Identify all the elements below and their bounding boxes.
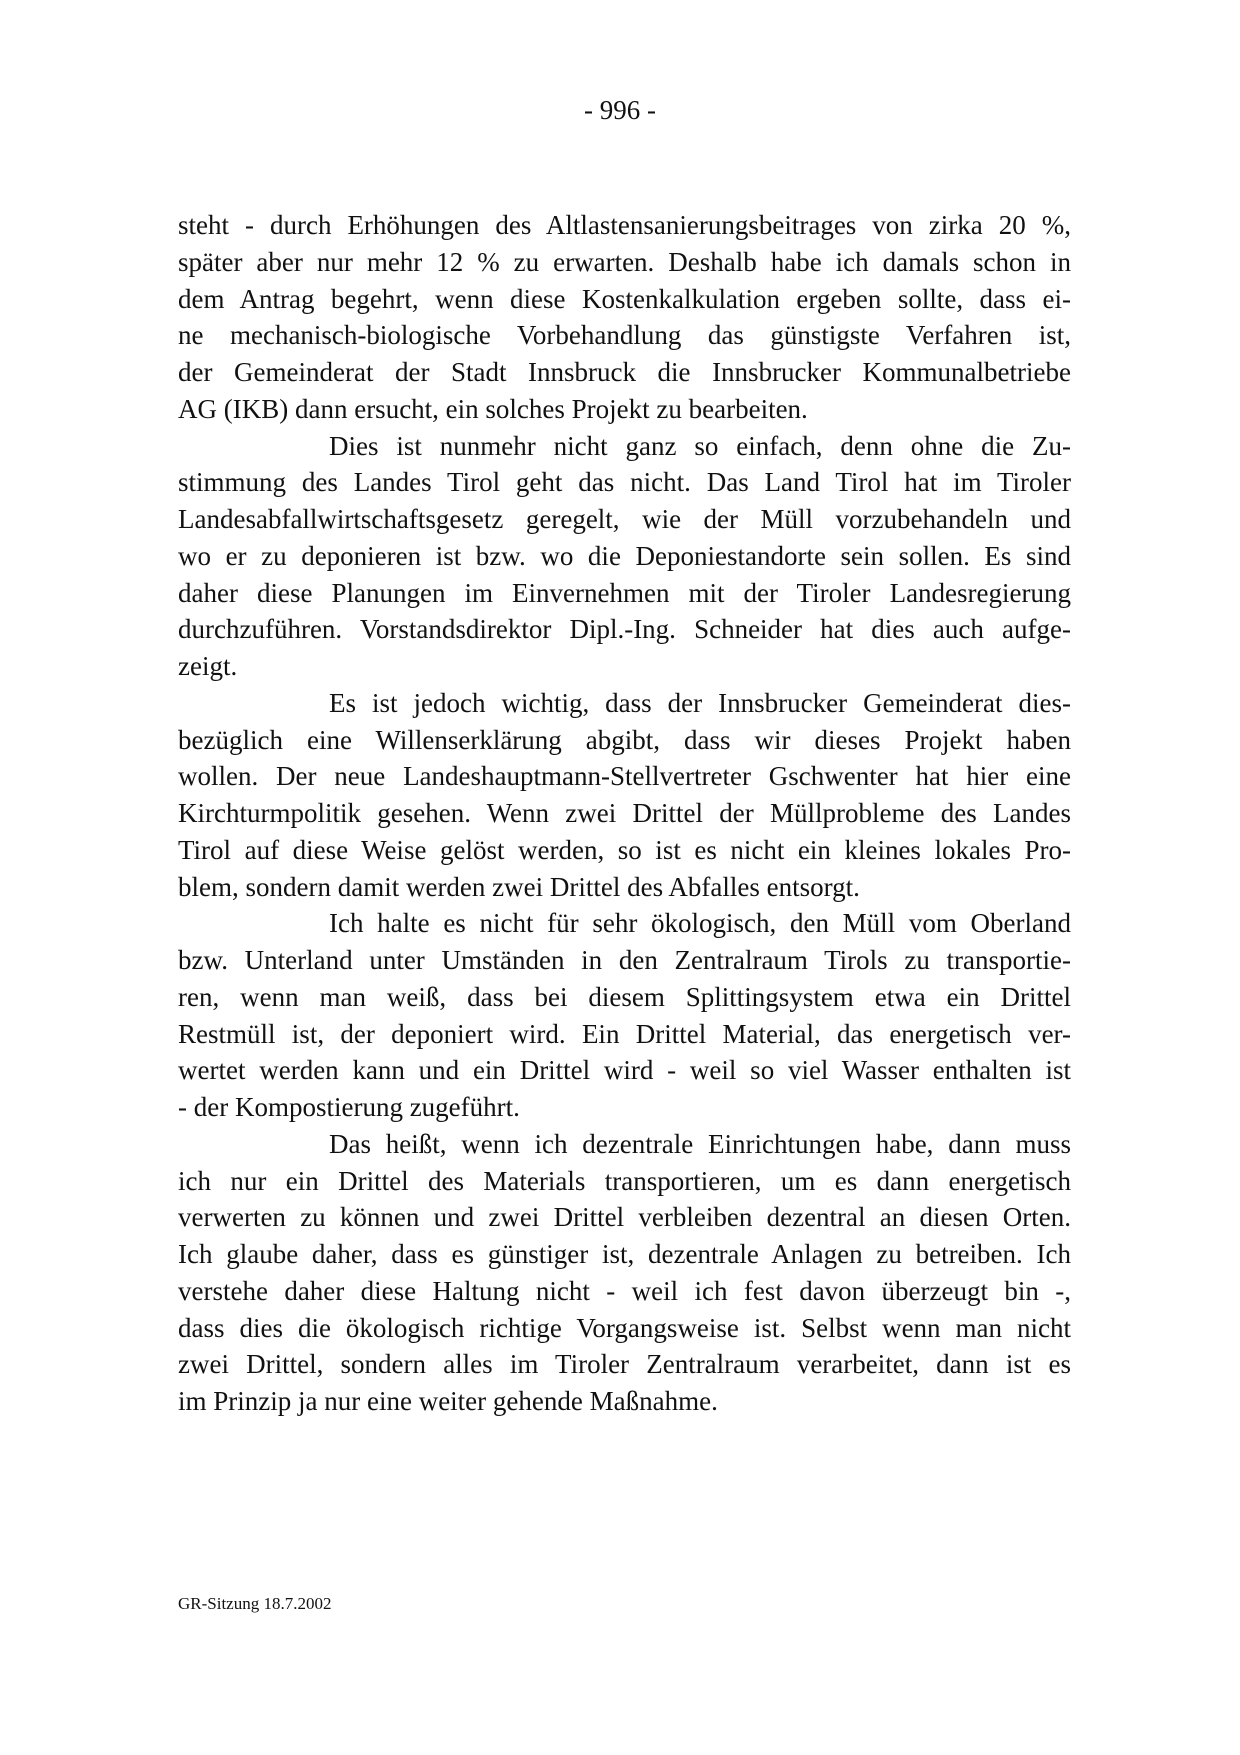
text-line: ren, wenn man weiß, dass bei diesem Splittingsystem etwa ein Drittel <box>178 981 1071 1012</box>
text-line: blem, sondern damit werden zwei Drittel des Abfalles entsorgt. <box>178 871 860 902</box>
text-line: Dies ist nunmehr nicht ganz so einfach, denn ohne die Zu- <box>329 430 1071 461</box>
paragraph <box>178 428 1071 685</box>
text-line: Ich halte es nicht für sehr ökologisch, den Müll vom Oberland <box>329 908 1071 939</box>
text-line: daher diese Planungen im Einvernehmen mit der Tiroler Landesregierung <box>178 577 1071 608</box>
text-line: Kirchturmpolitik gesehen. Wenn zwei Drittel der Müllprobleme des Landes <box>178 798 1071 828</box>
text-line: verstehe daher diese Haltung nicht - weil ich fest davon überzeugt bin -, <box>178 1275 1071 1306</box>
footer-session-date: GR-Sitzung 18.7.2002 <box>178 1594 332 1613</box>
text-line: ne mechanisch-biologische Vorbehandlung das günstigste Verfahren ist, <box>178 320 1071 351</box>
page-number: - 996 - <box>584 95 656 125</box>
text-line: Es ist jedoch wichtig, dass der Innsbrucker Gemeinderat dies- <box>329 687 1071 718</box>
text-line: wo er zu deponieren ist bzw. wo die Deponiestandorte sein sollen. Es sind <box>178 540 1071 571</box>
text-line: AG (IKB) dann ersucht, ein solches Projekt zu bearbeiten. <box>178 393 808 424</box>
text-line: im Prinzip ja nur eine weiter gehende Maßnahme. <box>178 1386 718 1416</box>
paragraph <box>178 1126 1071 1420</box>
document-body <box>178 207 1071 1420</box>
text-line: dass dies die ökologisch richtige Vorgangsweise ist. Selbst wenn man nicht <box>178 1312 1071 1343</box>
text-line: Ich glaube daher, dass es günstiger ist, dezentrale Anlagen zu betreiben. Ich <box>178 1239 1071 1269</box>
text-line: dem Antrag begehrt, wenn diese Kostenkalkulation ergeben sollte, dass ei- <box>178 283 1071 314</box>
text-line: bezüglich eine Willenserklärung abgibt, dass wir dieses Projekt haben <box>178 724 1071 755</box>
text-line: ich nur ein Drittel des Materials transportieren, um es dann energetisch <box>178 1165 1071 1196</box>
text-line: verwerten zu können und zwei Drittel verbleiben dezentral an diesen Orten. <box>178 1202 1071 1233</box>
text-line: wollen. Der neue Landeshauptmann-Stellvertreter Gschwenter hat hier eine <box>178 761 1071 792</box>
text-line: Tirol auf diese Weise gelöst werden, so ist es nicht ein kleines lokales Pro- <box>178 834 1071 865</box>
text-line: wertet werden kann und ein Drittel wird - weil so viel Wasser enthalten ist <box>178 1055 1071 1086</box>
paragraph <box>178 685 1071 906</box>
text-line: zwei Drittel, sondern alles im Tiroler Zentralraum verarbeitet, dann ist es <box>178 1349 1071 1380</box>
text-line: zeigt. <box>178 651 238 681</box>
text-line: - der Kompostierung zugeführt. <box>178 1092 520 1122</box>
text-line: bzw. Unterland unter Umständen in den Zentralraum Tirols zu transportie- <box>178 945 1071 975</box>
text-line: Landesabfallwirtschaftsgesetz geregelt, wie der Müll vorzubehandeln und <box>178 504 1071 534</box>
text-line: steht - durch Erhöhungen des Altlastensanierungsbeitrages von zirka 20 %, <box>178 210 1071 240</box>
text-line: später aber nur mehr 12 % zu erwarten. Deshalb habe ich damals schon in <box>178 246 1071 277</box>
text-line: durchzuführen. Vorstandsdirektor Dipl.-Ing. Schneider hat dies auch aufge- <box>178 614 1071 645</box>
text-line: Das heißt, wenn ich dezentrale Einrichtungen habe, dann muss <box>329 1128 1071 1159</box>
text-line: Restmüll ist, der deponiert wird. Ein Drittel Material, das energetisch ver- <box>178 1018 1071 1049</box>
text-line: stimmung des Landes Tirol geht das nicht. Das Land Tirol hat im Tiroler <box>178 467 1071 498</box>
paragraph <box>178 207 1071 428</box>
paragraph <box>178 905 1071 1126</box>
text-line: der Gemeinderat der Stadt Innsbruck die Innsbrucker Kommunalbetriebe <box>178 357 1071 387</box>
